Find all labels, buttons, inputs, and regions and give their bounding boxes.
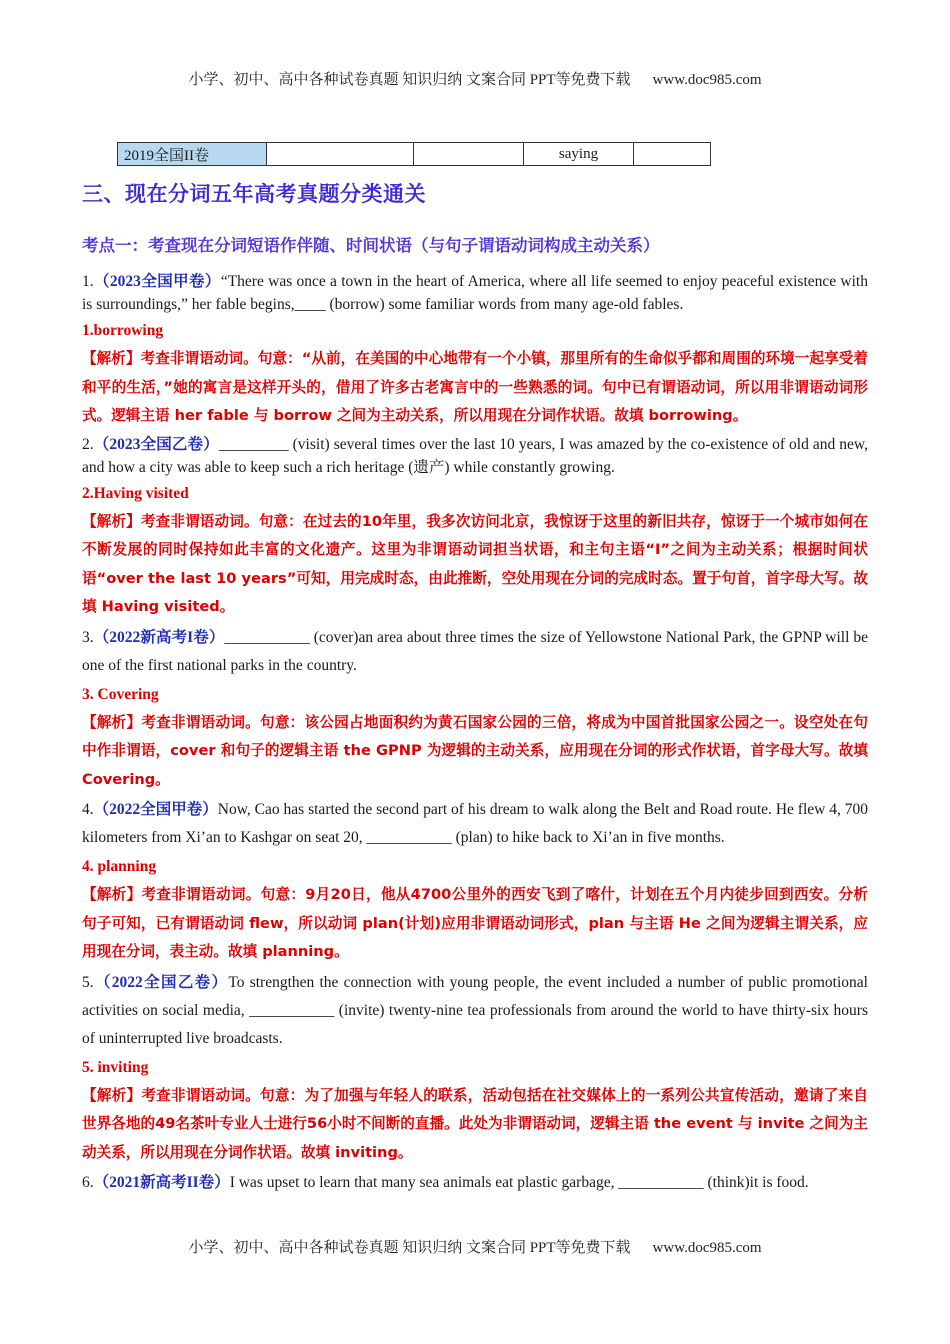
question-source: （2023全国甲卷） xyxy=(93,273,221,290)
table-cell xyxy=(634,143,711,166)
question-item-1 xyxy=(82,270,868,431)
question-number: 5. xyxy=(82,973,94,991)
table-cell-source: 2019全国II卷 xyxy=(118,143,267,166)
header-text: 小学、初中、高中各种试卷真题 知识归纳 文案合同 PPT等免费下载 xyxy=(188,72,631,88)
question-source: （2022全国乙卷） xyxy=(93,973,229,991)
table-cell xyxy=(267,143,414,166)
answer: 5. inviting xyxy=(82,1058,149,1076)
page-header xyxy=(0,68,950,89)
question-number: 1. xyxy=(82,273,94,290)
header-url[interactable]: www.doc985.com xyxy=(652,72,762,88)
table-row xyxy=(118,143,711,166)
question-item-3 xyxy=(82,624,868,795)
question-list xyxy=(82,270,868,1200)
explanation: 【解析】考查非谓语动词。句意：该公园占地面积约为黄石国家公园的三倍，将成为中国首批国家公园之一。设空处在句中作非谓语，cover 和句子的逻辑主语 the GPNP 为逻辑的主动关系，应用现在分词的形式作状语，首字母大写。故填 Covering。 xyxy=(82,713,868,788)
question-item-4 xyxy=(82,796,868,967)
explanation: 【解析】考查非谓语动词。句意：9月20日，他从4700公里外的西安飞到了喀什，计划在五个月内徒步回到西安。分析句子可知，已有谓语动词 flew，所以动词 plan(计划)应用非谓语动词形式，plan 与主语 He 之间为逻辑主谓关系，应用现在分词，表主动。故填 planning。 xyxy=(82,886,868,960)
explanation: 【解析】考查非谓语动词。句意：为了加强与年轻人的联系，活动包括在社交媒体上的一系列公共宣传活动，邀请了来自世界各地的49名茶叶专业人士进行56小时不间断的直播。此处为非谓语动词，逻辑主语 the event 与 invite 之间为主动关系，所以用现在分词作状语。故填 inviting。 xyxy=(82,1086,868,1161)
question-text xyxy=(82,624,868,680)
question-item-5 xyxy=(82,969,868,1168)
question-text xyxy=(82,433,868,479)
question-number: 3. xyxy=(82,628,94,646)
question-text xyxy=(82,1169,868,1197)
question-text xyxy=(82,969,868,1053)
question-body: I was upset to learn that many sea animals eat plastic garbage, ___________ (think)it is food. xyxy=(229,1174,809,1191)
section-title: 三、现在分词五年高考真题分类通关 xyxy=(82,182,426,206)
question-item-2 xyxy=(82,433,868,622)
explanation: 【解析】考查非谓语动词。句意：“从前，在美国的中心地带有一个小镇，那里所有的生命似乎都和周围的环境一起享受着和平的生活，”她的寓言是这样开头的，借用了许多古老寓言中的一些熟悉的词。句中已有谓语动词，所以用非谓语动词形式。逻辑主语 her fable 与 borrow 之间为主动关系，所以用现在分词作状语。故填 borrowing。 xyxy=(82,350,868,424)
table-cell-answer: saying xyxy=(524,143,634,166)
question-source: （2023全国乙卷） xyxy=(93,435,219,453)
previous-answer-table xyxy=(117,142,711,166)
question-body: _________ (visit) several times over the last 10 years, I was amazed by the co-existence of old and new, and how a city was able to keep such a rich heritage (遗产) while constantly growing. xyxy=(82,435,868,476)
question-text xyxy=(82,796,868,852)
question-number: 2. xyxy=(82,435,94,453)
question-source: （2021新高考II卷） xyxy=(93,1174,230,1191)
question-body: ___________ (cover)an area about three times the size of Yellowstone National Park, the GPNP will be one of the first national parks in the country. xyxy=(82,628,868,674)
question-source: （2022全国甲卷） xyxy=(93,801,218,818)
answer: 4. planning xyxy=(82,858,157,875)
point-title: 考点一：考查现在分词短语作伴随、时间状语（与句子谓语动词构成主动关系） xyxy=(82,236,660,255)
page-footer xyxy=(0,1236,950,1257)
question-body: To strengthen the connection with young people, the event included a number of public promotional activities on social media, ___________ (invite) twenty-nine tea professionals from around the world to have thirty-six hours of uninterrupted live broadcasts. xyxy=(82,973,868,1047)
question-text xyxy=(82,270,868,316)
question-source: （2022新高考I卷） xyxy=(93,628,225,646)
question-body: Now, Cao has started the second part of his dream to walk along the Belt and Road route. He flew 4, 700 kilometers from Xi’an to Kashgar on seat 20, ___________ (plan) to hike back to Xi’an in five months. xyxy=(82,801,868,846)
question-item-6 xyxy=(82,1169,868,1197)
footer-url[interactable]: www.doc985.com xyxy=(652,1240,762,1256)
explanation: 【解析】考查非谓语动词。句意：在过去的10年里，我多次访问北京，我惊讶于这里的新旧共存，惊讶于一个城市如何在不断发展的同时保持如此丰富的文化遗产。这里为非谓语动词担当状语，和主句主语“I”之间为主动关系；根据时间状语“over the last 10 years”可知，用完成时态，由此推断，空处用现在分词的完成时态。置于句首，首字母大写。故填 Having visited。 xyxy=(82,512,868,615)
question-body: “There was once a town in the heart of America, where all life seemed to enjoy peaceful existence with is surroundings,” her fable begins,____ (borrow) some familiar words from many age-old fables. xyxy=(82,273,868,313)
table-cell xyxy=(414,143,524,166)
answer: 2.Having visited xyxy=(82,484,189,502)
footer-text: 小学、初中、高中各种试卷真题 知识归纳 文案合同 PPT等免费下载 xyxy=(188,1240,631,1256)
question-number: 6. xyxy=(82,1174,94,1191)
question-number: 4. xyxy=(82,801,94,818)
answer: 3. Covering xyxy=(82,685,159,703)
answer: 1.borrowing xyxy=(82,322,164,339)
